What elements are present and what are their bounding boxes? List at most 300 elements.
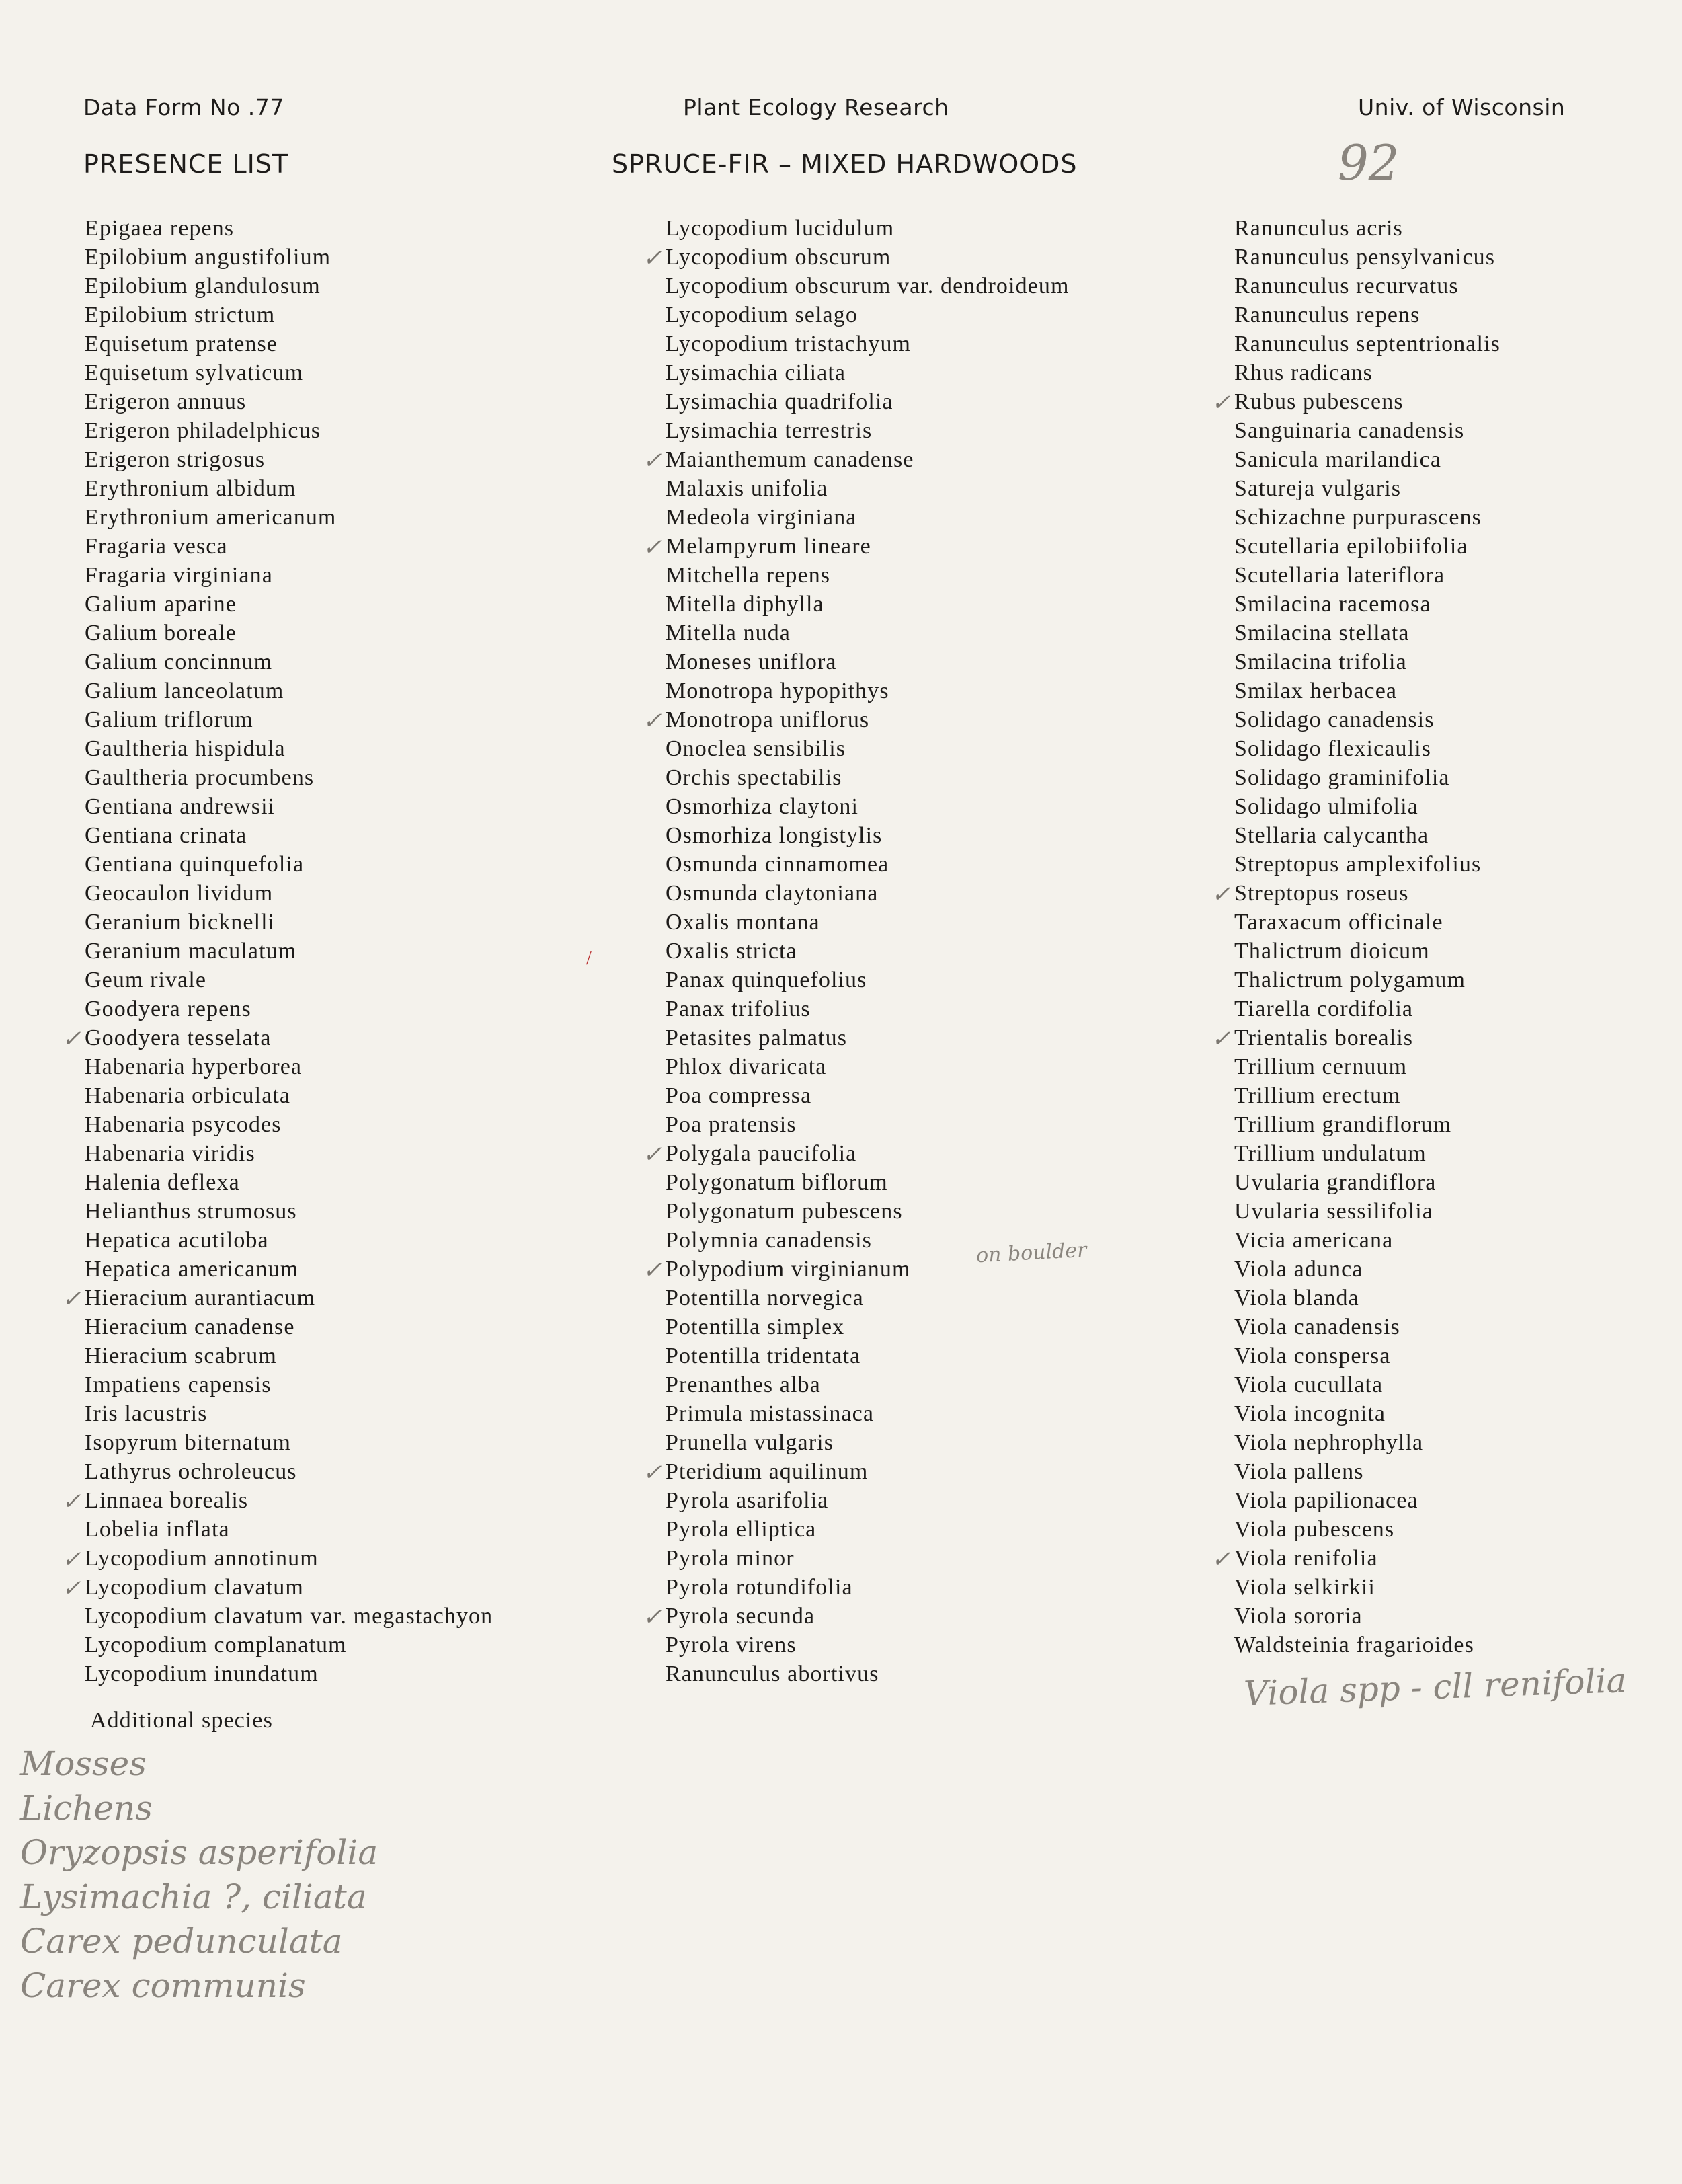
species-item — [666, 994, 1070, 1023]
species-name: Vicia americana — [1234, 1228, 1394, 1253]
species-item — [1234, 1284, 1500, 1313]
species-name: Petasites palmatus — [666, 1025, 848, 1050]
species-item — [1234, 648, 1500, 676]
species-name: Viola conspersa — [1234, 1343, 1391, 1368]
species-item — [1234, 1313, 1500, 1341]
species-item — [1234, 705, 1500, 734]
species-name: Smilacina stellata — [1234, 621, 1410, 646]
species-item — [85, 561, 493, 590]
species-item — [85, 1052, 493, 1081]
handwritten-additional-list — [20, 1742, 378, 2008]
species-name: Trillium grandiflorum — [1234, 1112, 1452, 1137]
species-name: Pyrola elliptica — [666, 1517, 817, 1542]
species-name: Viola nephrophylla — [1234, 1430, 1424, 1455]
species-item — [666, 648, 1070, 676]
viola-handwritten-note: Viola spp - cll renifolia — [1243, 1661, 1628, 1713]
species-name: Viola papilionacea — [1234, 1488, 1418, 1513]
species-name: Linnaea borealis — [85, 1488, 249, 1513]
species-name: Impatiens capensis — [85, 1372, 272, 1397]
species-name: Lycopodium annotinum — [85, 1546, 319, 1571]
species-name: Osmunda claytoniana — [666, 881, 879, 906]
species-item — [85, 705, 493, 734]
species-name: Lycopodium complanatum — [85, 1633, 347, 1658]
species-name: Prenanthes alba — [666, 1372, 821, 1397]
handwritten-species: Carex pedunculata — [20, 1922, 343, 1961]
species-name: Oxalis montana — [666, 910, 820, 935]
species-item — [666, 1081, 1070, 1110]
species-name: Ranunculus acris — [1234, 216, 1403, 241]
species-item — [643, 1602, 1070, 1631]
species-item — [1234, 1255, 1500, 1284]
species-item — [85, 1226, 493, 1255]
species-name: Pyrola secunda — [666, 1604, 815, 1629]
species-item — [1234, 966, 1500, 994]
species-item — [666, 966, 1070, 994]
species-item — [666, 850, 1070, 879]
species-item — [666, 1370, 1070, 1399]
species-item — [666, 1284, 1070, 1313]
species-name: Mitella diphylla — [666, 592, 824, 617]
species-name: Lycopodium inundatum — [85, 1662, 319, 1686]
species-item — [666, 503, 1070, 532]
species-name: Epigaea repens — [85, 216, 235, 241]
species-name: Taraxacum officinale — [1234, 910, 1443, 935]
species-name: Schizachne purpurascens — [1234, 505, 1482, 530]
species-name: Hepatica acutiloba — [85, 1228, 269, 1253]
species-name: Pyrola virens — [666, 1633, 797, 1658]
species-item — [1234, 1081, 1500, 1110]
species-item — [666, 1168, 1070, 1197]
check-mark-icon: ✓ — [62, 1547, 82, 1572]
handwritten-species: Lysimachia ?, ciliata — [20, 1877, 367, 1916]
handwritten-species: Mosses — [20, 1744, 147, 1783]
check-mark-icon: ✓ — [62, 1576, 82, 1601]
species-item — [85, 329, 493, 358]
species-name: Fragaria virginiana — [85, 563, 273, 588]
species-item — [643, 1139, 1070, 1168]
species-item — [1234, 474, 1500, 503]
species-name: Habenaria orbiculata — [85, 1083, 291, 1108]
species-name: Waldsteinia fragarioides — [1234, 1633, 1474, 1658]
species-name: Isopyrum biternatum — [85, 1430, 292, 1455]
species-item — [643, 705, 1070, 734]
handwritten-species: Lichens — [20, 1789, 153, 1828]
species-column-1 — [62, 214, 493, 1688]
species-item — [85, 1313, 493, 1341]
species-name: Viola adunca — [1234, 1257, 1363, 1282]
species-name: Thalictrum dioicum — [1234, 939, 1430, 964]
species-name: Viola selkirkii — [1234, 1575, 1375, 1600]
species-name: Halenia deflexa — [85, 1170, 240, 1195]
species-item — [1234, 329, 1500, 358]
species-item — [1234, 1168, 1500, 1197]
species-name: Streptopus roseus — [1234, 881, 1409, 906]
handwritten-species: Carex communis — [20, 1966, 306, 2005]
species-name: Stellaria calycantha — [1234, 823, 1429, 848]
species-item — [666, 1573, 1070, 1602]
species-name: Lycopodium selago — [666, 303, 858, 327]
species-item — [1234, 590, 1500, 619]
species-name: Ranunculus recurvatus — [1234, 274, 1459, 299]
species-item — [1211, 387, 1500, 416]
species-name: Potentilla norvegica — [666, 1286, 864, 1311]
species-name: Epilobium glandulosum — [85, 274, 321, 299]
species-name: Pyrola asarifolia — [666, 1488, 829, 1513]
species-name: Viola incognita — [1234, 1401, 1386, 1426]
species-item — [85, 387, 493, 416]
species-name: Trillium undulatum — [1234, 1141, 1427, 1166]
species-name: Smilacina racemosa — [1234, 592, 1431, 617]
species-item — [85, 1081, 493, 1110]
species-name: Hieracium scabrum — [85, 1343, 277, 1368]
species-item — [666, 214, 1070, 243]
species-item — [666, 1341, 1070, 1370]
species-item — [85, 445, 493, 474]
species-item — [1234, 763, 1500, 792]
check-mark-icon: ✓ — [643, 1142, 663, 1167]
species-name: Viola cucullata — [1234, 1372, 1384, 1397]
species-item — [1234, 1197, 1500, 1226]
handwritten-species: Oryzopsis asperifolia — [20, 1833, 378, 1872]
species-item — [1234, 1399, 1500, 1428]
species-item — [85, 214, 493, 243]
species-name: Uvularia grandiflora — [1234, 1170, 1437, 1195]
species-name: Gaultheria hispidula — [85, 736, 286, 761]
species-name: Viola canadensis — [1234, 1315, 1400, 1339]
species-item — [1234, 937, 1500, 966]
species-item — [666, 937, 1070, 966]
species-name: Streptopus amplexifolius — [1234, 852, 1482, 877]
species-item — [1234, 821, 1500, 850]
species-item — [85, 1255, 493, 1284]
species-name: Lysimachia terrestris — [666, 418, 873, 443]
species-name: Epilobium strictum — [85, 303, 276, 327]
species-name: Phlox divaricata — [666, 1054, 827, 1079]
species-name: Geum rivale — [85, 968, 207, 992]
species-item — [85, 937, 493, 966]
species-item — [85, 1139, 493, 1168]
species-item — [666, 763, 1070, 792]
species-item — [1234, 445, 1500, 474]
species-item — [85, 474, 493, 503]
species-column-2 — [643, 214, 1070, 1688]
boulder-note: on boulder — [975, 1238, 1088, 1268]
species-item — [1234, 1515, 1500, 1544]
species-name: Pteridium aquilinum — [666, 1459, 869, 1484]
species-name: Satureja vulgaris — [1234, 476, 1402, 501]
species-name: Gentiana quinquefolia — [85, 852, 305, 877]
species-name: Erythronium americanum — [85, 505, 337, 530]
species-name: Ranunculus repens — [1234, 303, 1420, 327]
check-mark-icon: ✓ — [643, 709, 663, 734]
check-mark-icon: ✓ — [643, 448, 663, 473]
species-item — [85, 532, 493, 561]
species-name: Malaxis unifolia — [666, 476, 828, 501]
species-name: Helianthus strumosus — [85, 1199, 297, 1224]
species-item — [62, 1573, 493, 1602]
species-name: Tiarella cordifolia — [1234, 997, 1414, 1021]
species-item — [62, 1486, 493, 1515]
species-item — [1234, 850, 1500, 879]
species-item — [1234, 214, 1500, 243]
species-item — [85, 850, 493, 879]
species-name: Lycopodium lucidulum — [666, 216, 895, 241]
species-item — [1234, 1428, 1500, 1457]
species-item — [1234, 358, 1500, 387]
species-item — [85, 1631, 493, 1660]
species-item — [666, 1110, 1070, 1139]
additional-species-label: Additional species — [90, 1708, 273, 1733]
species-item — [1234, 1110, 1500, 1139]
species-name: Mitella nuda — [666, 621, 791, 646]
species-item — [1234, 676, 1500, 705]
list-title: PRESENCE LIST — [83, 149, 289, 179]
species-item — [85, 908, 493, 937]
check-mark-icon: ✓ — [643, 535, 663, 560]
check-mark-icon: ✓ — [62, 1489, 82, 1514]
species-column-3 — [1211, 214, 1500, 1660]
species-item — [1234, 1573, 1500, 1602]
check-mark-icon: ✓ — [643, 1605, 663, 1630]
species-item — [85, 1428, 493, 1457]
species-name: Geranium bicknelli — [85, 910, 276, 935]
species-name: Geranium maculatum — [85, 939, 297, 964]
organization: Plant Ecology Research — [683, 94, 949, 120]
species-name: Lycopodium obscurum var. dendroideum — [666, 274, 1070, 299]
species-item — [1211, 1544, 1500, 1573]
species-name: Lycopodium tristachyum — [666, 332, 912, 356]
species-name: Galium lanceolatum — [85, 678, 284, 703]
species-name: Lycopodium clavatum var. megastachyon — [85, 1604, 493, 1629]
species-item — [85, 1168, 493, 1197]
species-name: Uvularia sessilifolia — [1234, 1199, 1433, 1224]
species-item — [85, 358, 493, 387]
species-name: Gentiana andrewsii — [85, 794, 276, 819]
species-name: Viola renifolia — [1234, 1546, 1378, 1571]
species-item — [85, 879, 493, 908]
species-item — [85, 966, 493, 994]
species-name: Monotropa uniflorus — [666, 707, 870, 732]
species-name: Rhus radicans — [1234, 360, 1373, 385]
species-item — [666, 301, 1070, 329]
species-name: Osmorhiza claytoni — [666, 794, 859, 819]
species-item — [85, 416, 493, 445]
species-item — [85, 821, 493, 850]
species-name: Galium boreale — [85, 621, 237, 646]
species-name: Galium concinnum — [85, 650, 273, 674]
species-name: Fragaria vesca — [85, 534, 228, 559]
species-name: Prunella vulgaris — [666, 1430, 834, 1455]
species-item — [85, 792, 493, 821]
pen-mark: / — [586, 948, 592, 969]
species-item — [666, 1313, 1070, 1341]
species-name: Habenaria psycodes — [85, 1112, 282, 1137]
species-name: Gaultheria procumbens — [85, 765, 315, 790]
species-item — [85, 1515, 493, 1544]
species-name: Polygonatum biflorum — [666, 1170, 888, 1195]
species-item — [1234, 1226, 1500, 1255]
species-name: Scutellaria epilobiifolia — [1234, 534, 1468, 559]
species-name: Geocaulon lividum — [85, 881, 274, 906]
species-name: Viola sororia — [1234, 1604, 1363, 1629]
species-name: Lathyrus ochroleucus — [85, 1459, 297, 1484]
species-item — [85, 648, 493, 676]
species-name: Melampyrum lineare — [666, 534, 871, 559]
species-name: Monotropa hypopithys — [666, 678, 889, 703]
species-item — [666, 329, 1070, 358]
check-mark-icon: ✓ — [1211, 882, 1232, 907]
species-name: Equisetum sylvaticum — [85, 360, 304, 385]
species-name: Onoclea sensibilis — [666, 736, 846, 761]
species-item — [1234, 1341, 1500, 1370]
species-name: Ranunculus abortivus — [666, 1662, 879, 1686]
species-name: Erigeron strigosus — [85, 447, 266, 472]
species-name: Moneses uniflora — [666, 650, 837, 674]
species-name: Trillium cernuum — [1234, 1054, 1408, 1079]
species-item — [666, 1052, 1070, 1081]
species-item — [85, 734, 493, 763]
species-name: Smilax herbacea — [1234, 678, 1398, 703]
species-item — [666, 1197, 1070, 1226]
species-name: Trillium erectum — [1234, 1083, 1401, 1108]
species-name: Smilacina trifolia — [1234, 650, 1407, 674]
check-mark-icon: ✓ — [643, 1460, 663, 1485]
species-item — [1234, 1139, 1500, 1168]
form-number: Data Form No .77 — [83, 94, 284, 120]
species-name: Polymnia canadensis — [666, 1228, 873, 1253]
species-item — [1234, 1631, 1500, 1660]
species-name: Thalictrum polygamum — [1234, 968, 1466, 992]
species-name: Panax trifolius — [666, 997, 811, 1021]
species-item — [666, 908, 1070, 937]
check-mark-icon: ✓ — [62, 1287, 82, 1312]
species-item — [1234, 243, 1500, 272]
species-item — [666, 619, 1070, 648]
species-name: Goodyera tesselata — [85, 1025, 272, 1050]
species-item — [85, 1341, 493, 1370]
species-item — [85, 1197, 493, 1226]
species-item — [85, 243, 493, 272]
species-name: Sanguinaria canadensis — [1234, 418, 1465, 443]
species-name: Medeola virginiana — [666, 505, 857, 530]
species-item — [666, 734, 1070, 763]
community-title: SPRUCE-FIR – MIXED HARDWOODS — [612, 149, 1078, 179]
species-name: Solidago canadensis — [1234, 707, 1435, 732]
species-item — [1234, 272, 1500, 301]
check-mark-icon: ✓ — [1211, 1547, 1232, 1572]
species-item — [666, 474, 1070, 503]
species-item — [666, 1399, 1070, 1428]
species-item — [666, 1486, 1070, 1515]
species-item — [1234, 1052, 1500, 1081]
species-item — [666, 358, 1070, 387]
species-item — [85, 1602, 493, 1631]
species-name: Sanicula marilandica — [1234, 447, 1442, 472]
species-name: Hieracium canadense — [85, 1315, 295, 1339]
species-name: Osmunda cinnamomea — [666, 852, 889, 877]
species-item — [85, 590, 493, 619]
species-name: Habenaria viridis — [85, 1141, 255, 1166]
species-item — [666, 590, 1070, 619]
check-mark-icon: ✓ — [643, 246, 663, 271]
species-name: Lysimachia quadrifolia — [666, 389, 893, 414]
species-name: Ranunculus septentrionalis — [1234, 332, 1500, 356]
species-item — [1234, 1457, 1500, 1486]
species-item — [666, 821, 1070, 850]
species-item — [666, 879, 1070, 908]
species-name: Trientalis borealis — [1234, 1025, 1414, 1050]
species-name: Polygala paucifolia — [666, 1141, 857, 1166]
species-item — [85, 1110, 493, 1139]
species-item — [85, 1660, 493, 1688]
species-item — [62, 1023, 493, 1052]
species-name: Erigeron annuus — [85, 389, 247, 414]
species-item — [666, 1023, 1070, 1052]
species-item — [85, 619, 493, 648]
check-mark-icon: ✓ — [1211, 1027, 1232, 1052]
species-name: Ranunculus pensylvanicus — [1234, 245, 1496, 270]
species-item — [666, 1544, 1070, 1573]
species-name: Solidago flexicaulis — [1234, 736, 1432, 761]
species-name: Erythronium albidum — [85, 476, 296, 501]
species-item — [85, 994, 493, 1023]
species-name: Panax quinquefolius — [666, 968, 867, 992]
university: Univ. of Wisconsin — [1358, 94, 1566, 120]
species-item — [1234, 532, 1500, 561]
species-name: Maianthemum canadense — [666, 447, 914, 472]
species-item — [1234, 792, 1500, 821]
species-name: Equisetum pratense — [85, 332, 278, 356]
species-item — [1211, 879, 1500, 908]
check-mark-icon: ✓ — [62, 1027, 82, 1052]
species-name: Viola pallens — [1234, 1459, 1364, 1484]
species-item — [1234, 1370, 1500, 1399]
species-name: Poa compressa — [666, 1083, 812, 1108]
species-item — [666, 416, 1070, 445]
species-item — [666, 676, 1070, 705]
species-item — [1211, 1023, 1500, 1052]
species-name: Iris lacustris — [85, 1401, 208, 1426]
species-name: Habenaria hyperborea — [85, 1054, 303, 1079]
check-mark-icon: ✓ — [643, 1258, 663, 1283]
species-name: Mitchella repens — [666, 563, 831, 588]
species-item — [1234, 301, 1500, 329]
species-item — [1234, 1486, 1500, 1515]
species-item — [666, 1631, 1070, 1660]
species-name: Viola pubescens — [1234, 1517, 1395, 1542]
species-name: Viola blanda — [1234, 1286, 1359, 1311]
species-item — [85, 503, 493, 532]
species-item — [1234, 561, 1500, 590]
species-name: Oxalis stricta — [666, 939, 797, 964]
species-item — [666, 1515, 1070, 1544]
species-name: Potentilla tridentata — [666, 1343, 861, 1368]
page-number: 92 — [1338, 134, 1400, 191]
species-name: Potentilla simplex — [666, 1315, 845, 1339]
species-name: Scutellaria lateriflora — [1234, 563, 1445, 588]
species-item — [85, 301, 493, 329]
species-name: Hepatica americanum — [85, 1257, 299, 1282]
species-name: Lysimachia ciliata — [666, 360, 846, 385]
species-item — [62, 1544, 493, 1573]
species-item — [666, 387, 1070, 416]
species-item — [666, 792, 1070, 821]
species-name: Poa pratensis — [666, 1112, 797, 1137]
species-item — [1234, 416, 1500, 445]
species-name: Lycopodium clavatum — [85, 1575, 304, 1600]
species-name: Hieracium aurantiacum — [85, 1286, 316, 1311]
species-item — [666, 1428, 1070, 1457]
